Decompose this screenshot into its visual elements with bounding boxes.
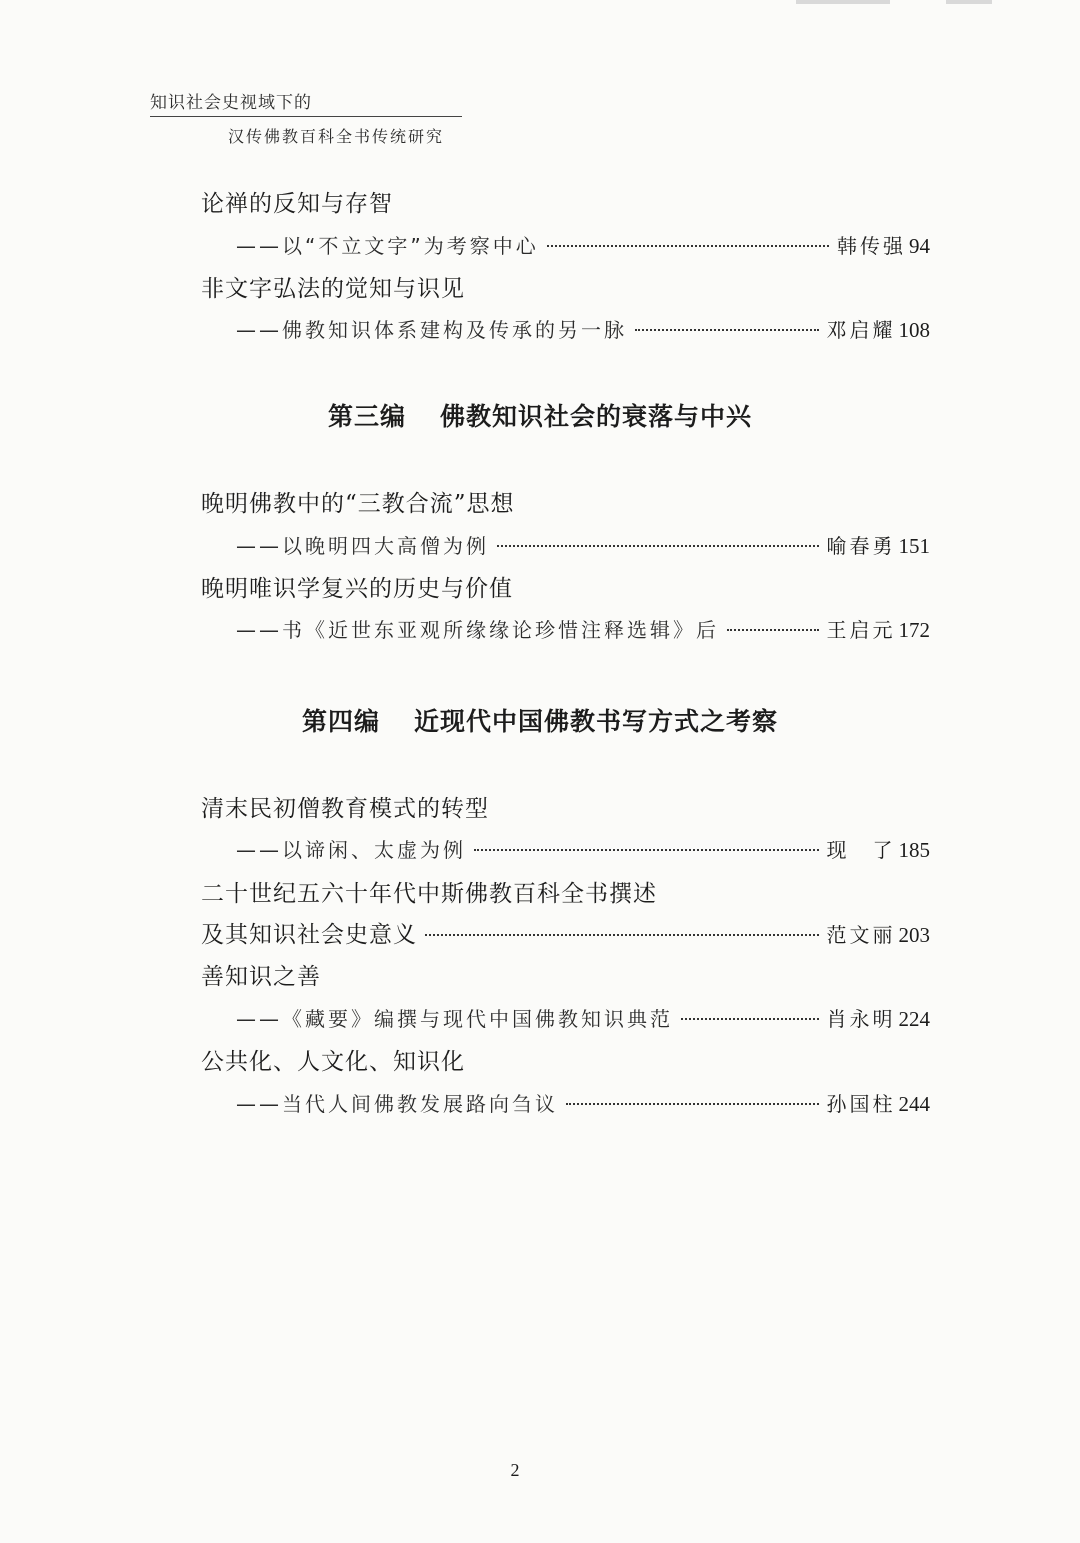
entry-subtitle: ——《藏要》编撰与现代中国佛教知识典范 xyxy=(236,1007,673,1031)
toc-entry-line[interactable] xyxy=(201,916,930,946)
page-number-footer: 2 xyxy=(510,1460,520,1480)
section-heading xyxy=(0,397,1080,433)
entry-title: 清末民初僧教育模式的转型 xyxy=(201,796,489,822)
dot-leader xyxy=(474,849,819,851)
entry-title: 晚明唯识学复兴的历史与价值 xyxy=(201,576,513,602)
toc-entry-line[interactable] xyxy=(236,1003,930,1033)
entry-author: 韩传强 xyxy=(837,234,906,258)
entry-author: 喻春勇 xyxy=(826,534,896,558)
entry-subtitle: ——以谛闲、太虚为例 xyxy=(236,838,466,862)
entry-title: 公共化、人文化、知识化 xyxy=(201,1049,465,1075)
entry-subtitle: ——书《近世东亚观所缘缘论珍惜注释选辑》后 xyxy=(236,618,719,642)
toc-entry-line[interactable] xyxy=(236,1088,930,1118)
entry-page-number: 203 xyxy=(898,923,930,947)
entry-subtitle: 及其知识社会史意义 xyxy=(201,922,417,948)
dot-leader xyxy=(727,629,819,631)
dot-leader xyxy=(425,934,819,936)
entry-author: 范文丽 xyxy=(826,923,896,947)
entry-author: 现 了 xyxy=(826,838,896,862)
running-head-rule xyxy=(150,116,462,117)
entry-subtitle: ——佛教知识体系建构及传承的另一脉 xyxy=(236,318,627,342)
running-head-line1: 知识社会史视域下的 xyxy=(150,93,312,113)
dot-leader xyxy=(566,1103,819,1105)
running-head-line2: 汉传佛教百科全书传统研究 xyxy=(228,127,445,146)
section-heading xyxy=(0,702,1080,738)
dot-leader xyxy=(681,1018,819,1020)
entry-title: 非文字弘法的觉知与识见 xyxy=(201,276,465,302)
dot-leader xyxy=(497,545,819,547)
entry-author: 肖永明 xyxy=(826,1007,896,1031)
entry-page-number: 185 xyxy=(898,838,930,862)
entry-author: 王启元 xyxy=(826,618,896,642)
entry-page-number: 94 xyxy=(909,234,930,258)
entry-author: 孙国柱 xyxy=(826,1092,896,1116)
entry-subtitle: ——当代人间佛教发展路向刍议 xyxy=(236,1092,558,1116)
section-number: 第四编 xyxy=(301,707,380,736)
toc-entry-line[interactable] xyxy=(236,530,930,560)
dot-leader xyxy=(547,245,829,247)
entry-author: 邓启耀 xyxy=(826,318,896,342)
entry-title: 二十世纪五六十年代中斯佛教百科全书撰述 xyxy=(201,881,657,907)
entry-page-number: 172 xyxy=(898,618,930,642)
running-head xyxy=(150,88,470,146)
entry-page-number: 151 xyxy=(898,534,930,558)
entry-title: 善知识之善 xyxy=(201,964,321,990)
entry-page-number: 108 xyxy=(898,318,930,342)
entry-page-number: 244 xyxy=(898,1092,930,1116)
section-title: 佛教知识社会的衰落与中兴 xyxy=(440,402,753,431)
entry-page-number: 224 xyxy=(898,1007,930,1031)
section-title: 近现代中国佛教书写方式之考察 xyxy=(414,707,779,736)
entry-subtitle: ——以晚明四大高僧为例 xyxy=(236,534,489,558)
entry-subtitle: ——以“不立文字”为考察中心 xyxy=(236,234,539,258)
dot-leader xyxy=(635,329,819,331)
entry-title: 晚明佛教中的“三教合流”思想 xyxy=(201,491,515,517)
toc-entry-line[interactable] xyxy=(236,614,930,644)
toc-entry-line[interactable] xyxy=(236,834,930,864)
section-number: 第三编 xyxy=(327,402,406,431)
toc-entry-line[interactable] xyxy=(236,314,930,344)
toc-entry-line[interactable] xyxy=(236,230,930,260)
entry-title: 论禅的反知与存智 xyxy=(201,191,393,217)
scan-top-edge xyxy=(0,0,1080,10)
